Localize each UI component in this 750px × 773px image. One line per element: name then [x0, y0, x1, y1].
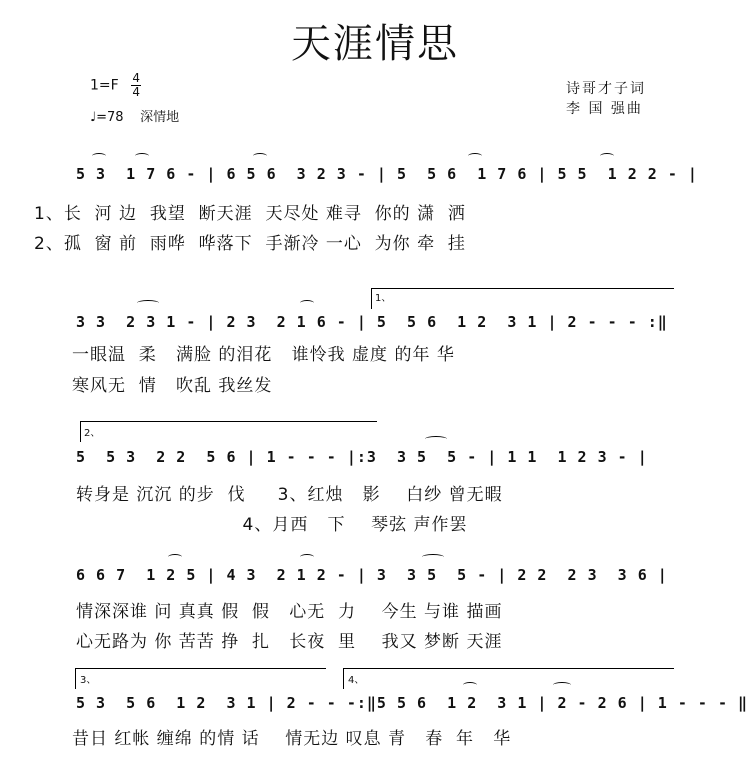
lyric-row-1-verse-1: 1、长 河 边 我望 断天涯 天尽处 难寻 你的 潇 洒 — [34, 204, 466, 224]
tempo — [90, 106, 179, 125]
notation-row-2: 3 3 2 3 1 - | 2 3 2 1 6 - | 5 5 6 1 2 3 1 | 2 - - - :‖ — [76, 313, 668, 331]
volta-3-label: 3、 — [80, 675, 97, 686]
lyric-row-3-verse-2: 4、月西 下 琴弦 声作罢 — [76, 515, 468, 535]
lyric-row-3-verse-1: 转身是 沉沉 的步 伐 3、红烛 影 白纱 曾无暇 — [76, 485, 503, 505]
lyric-row-2-verse-1: 一眼温 柔 满脸 的泪花 谁怜我 虚度 的年 华 — [72, 345, 455, 365]
notation-row-3: 5 5 3 2 2 5 6 | 1 - - - |:3 3 5 5 - | 1 1 1 2 3 - | — [76, 448, 648, 466]
notation-row-1: 5 3 1 7 6 - | 6 5 6 3 2 3 - | 5 5 6 1 7 6 | 5 5 1 2 2 - | — [76, 165, 698, 183]
volta-1-label: 1、 — [375, 293, 392, 304]
time-numerator: 4 — [132, 71, 140, 85]
volta-2-label: 2、 — [84, 428, 101, 439]
volta-4-label: 4、 — [348, 675, 365, 686]
lyric-row-4-verse-1: 情深深谁 问 真真 假 假 心无 力 今生 与谁 描画 — [76, 602, 503, 622]
time-signature — [131, 72, 141, 99]
credits — [566, 78, 646, 118]
lyric-row-5-verse-1: 昔日 红帐 缠绵 的情 话 情无边 叹息 青 春 年 华 — [72, 729, 512, 749]
key-label: 1=F — [90, 77, 119, 94]
lyricist: 诗哥才子词 — [566, 81, 646, 97]
notation-row-5: 5 3 5 6 1 2 3 1 | 2 - - -:‖5 5 6 1 2 3 1 | 2 - 2 6 | 1 - - - ‖ — [76, 694, 749, 712]
lyric-row-4-verse-2: 心无路为 你 苦苦 挣 扎 长夜 里 我又 梦断 天涯 — [76, 632, 503, 652]
tempo-label: ♩=78 — [90, 110, 124, 125]
lyric-row-1-verse-2: 2、孤 窗 前 雨哗 哗落下 手渐冷 一心 为你 牵 挂 — [34, 234, 466, 254]
notation-row-4: 6 6 7 1 2 5 | 4 3 2 1 2 - | 3 3 5 5 - | 2 2 2 3 3 6 | — [76, 566, 668, 584]
lyric-row-2-verse-2: 寒风无 情 吹乱 我丝发 — [72, 376, 273, 396]
expression-label: 深情地 — [140, 110, 180, 125]
time-denominator: 4 — [132, 85, 140, 99]
composer: 李 国 强曲 — [566, 101, 643, 117]
key-signature — [90, 72, 141, 99]
page-title: 天涯情思 — [291, 21, 459, 67]
